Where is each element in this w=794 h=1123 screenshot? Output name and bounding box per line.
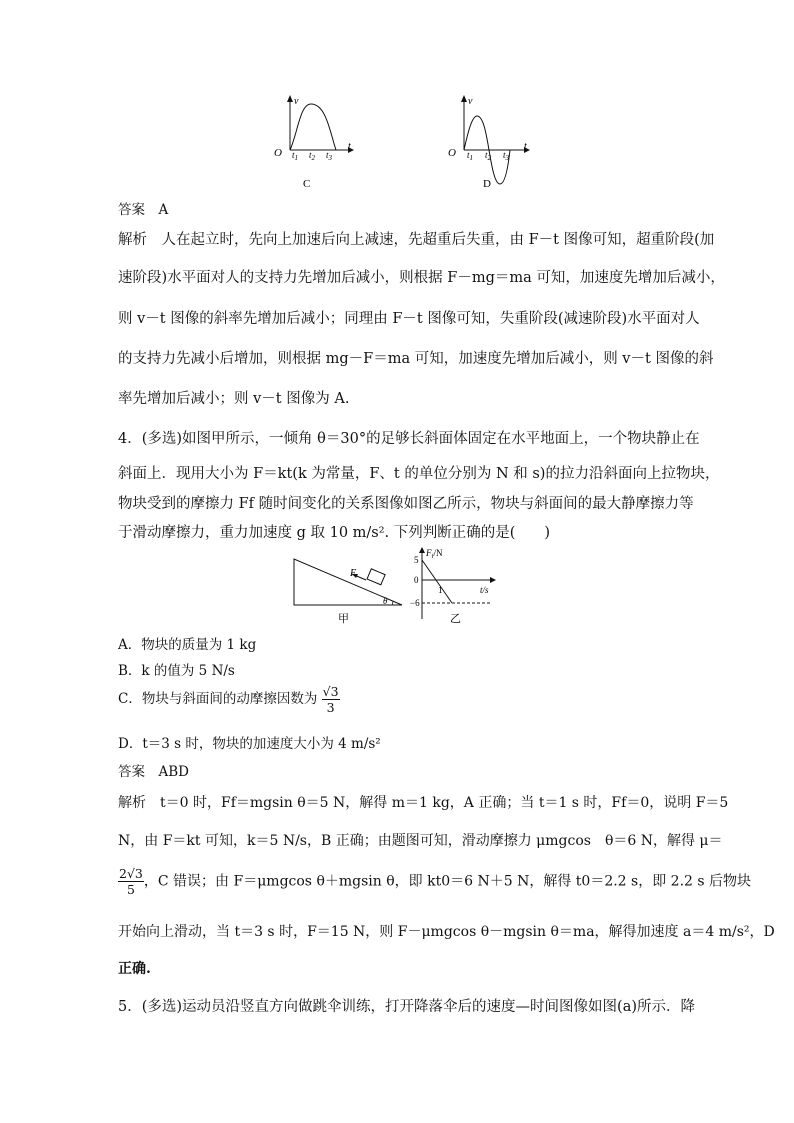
q4-analysis-line-1: 解析 t＝0 时，Ff＝mgsin θ＝5 N，解得 m＝1 kg，A 正确；当 t＝1 s 时，Ff＝0，说明 F＝5 xyxy=(118,795,729,811)
figure-c xyxy=(268,92,358,192)
q4-analysis-line-4: 开始向上滑动，当 t＝3 s 时，F＝15 N，则 F－μmgcos θ－mgsin θ＝ma，解得加速度 a＝4 m/s²，D xyxy=(118,924,775,940)
fig-c-tick-1: t xyxy=(292,150,295,160)
q4-stem-line-4: 于滑动摩擦力，重力加速度 g 取 10 m/s². 下列判断正确的是( ) xyxy=(118,525,551,541)
fig-d-tick-3: t xyxy=(503,150,506,160)
fig-d-caption: D xyxy=(483,178,491,190)
q3-analysis-line-2: 速阶段)水平面对人的支持力先增加后减小，则根据 F－mg＝ma 可知，加速度先增加后减小， xyxy=(118,270,725,286)
fig-d-v-label: v xyxy=(468,96,473,107)
fig-d-t-label: t xyxy=(524,141,527,152)
yi-tick-minus6: −6 xyxy=(410,598,420,608)
q4-mu-fraction: $\frac{2√3}{5}$ xyxy=(119,866,143,897)
yi-caption: 乙 xyxy=(450,613,461,625)
figure-d xyxy=(442,92,537,192)
fig-c-t-label: t xyxy=(348,141,351,152)
q4-option-c xyxy=(118,684,340,715)
q4-analysis-line-5: 正确. xyxy=(118,961,151,977)
fig-c-tick-3: t xyxy=(326,150,329,160)
svg-text:t2: $t_2$ xyxy=(309,150,316,162)
fig-d-origin: O xyxy=(448,147,456,159)
yi-tick-x1: 1 xyxy=(438,585,443,595)
q4-analysis-line-3-text: ，C 错误；由 F＝μmgcos θ＋mgsin θ，即 kt0＝6 N＋5 N，解得 t0＝2.2 s，即 2.2 s 后物块 xyxy=(143,873,752,890)
q3-analysis-line-5: 率先增加后减小；则 v－t 图像为 A. xyxy=(118,391,350,407)
svg-text:t1: $t_1$ xyxy=(467,150,474,162)
yi-tick-5: 5 xyxy=(414,555,419,565)
q4-answer: 答案 ABD xyxy=(118,764,189,780)
q4-stem-line-1: 4．(多选)如图甲所示，一倾角 θ＝30°的足够长斜面体固定在水平地面上，一个物块静止在 xyxy=(118,431,700,447)
q4-option-c-text: C．物块与斜面间的动摩擦因数为 xyxy=(118,691,318,707)
yi-y-label: Ff/N xyxy=(412,545,414,546)
fig-d-tick-2: t xyxy=(485,150,488,160)
fig-c-origin: O xyxy=(274,147,282,159)
svg-text:t3: $t_3$ xyxy=(326,150,333,162)
jia-F-label: F xyxy=(350,568,357,579)
q4-analysis-line-2: N，由 F＝kt 可知，k＝5 N/s，B 正确；由题图可知，滑动摩擦力 μmgcos θ＝6 N，解得 μ＝ xyxy=(118,833,723,849)
q4-option-c-fraction: $\frac{√3}{3}$ xyxy=(322,684,339,715)
fig-d-tick-1: t xyxy=(467,150,470,160)
q4-analysis-line-3 xyxy=(118,866,751,897)
q4-option-b: B．k 的值为 5 N/s xyxy=(118,663,235,679)
q4-stem-line-2: 斜面上．现用大小为 F＝kt(k 为常量，F、t 的单位分别为 N 和 s)的拉力沿斜面向上拉物块， xyxy=(118,466,720,482)
q5-stem: 5．(多选)运动员沿竖直方向做跳伞训练，打开降落伞后的速度—时间图像如图(a)所示．降 xyxy=(118,999,695,1015)
q4-option-a: A．物块的质量为 1 kg xyxy=(118,637,257,653)
figure-yi-graph xyxy=(412,545,504,627)
q3-answer: 答案 A xyxy=(118,202,169,218)
fig-c-v-label: v xyxy=(294,96,299,107)
svg-text:t3: $t_3$ xyxy=(503,150,510,162)
q4-option-d: D．t＝3 s 时，物块的加速度大小为 4 m/s² xyxy=(118,736,381,752)
fig-c-tick-2: t xyxy=(309,150,312,160)
fig-c-caption: C xyxy=(303,178,311,190)
q3-analysis-line-4: 的支持力先减小后增加，则根据 mg－F＝ma 可知，加速度先增加后减小，则 v－t 图像的斜 xyxy=(118,351,714,367)
q4-stem-line-3: 物块受到的摩擦力 Ff 随时间变化的关系图像如图乙所示，物块与斜面间的最大静摩擦力等 xyxy=(118,496,694,512)
yi-x-label: t/s xyxy=(480,585,489,595)
yi-tick-0: 0 xyxy=(414,575,419,585)
svg-text:t1: $t_1$ xyxy=(292,150,299,162)
q3-analysis-line-3: 则 v－t 图像的斜率先增加后减小；同理由 F－t 图像可知，失重阶段(减速阶段)水平面对人 xyxy=(118,311,700,327)
svg-text:t2: $t_2$ xyxy=(485,150,492,162)
q3-analysis-line-1: 解析 人在起立时，先向上加速后向上减速，先超重后失重，由 F－t 图像可知，超重阶段(加 xyxy=(118,232,715,248)
jia-theta-label: θ xyxy=(383,596,388,606)
svg-text:Ff/N: $F_f/N$ xyxy=(426,548,443,560)
figure-jia-incline xyxy=(292,545,412,627)
jia-caption: 甲 xyxy=(338,613,349,625)
